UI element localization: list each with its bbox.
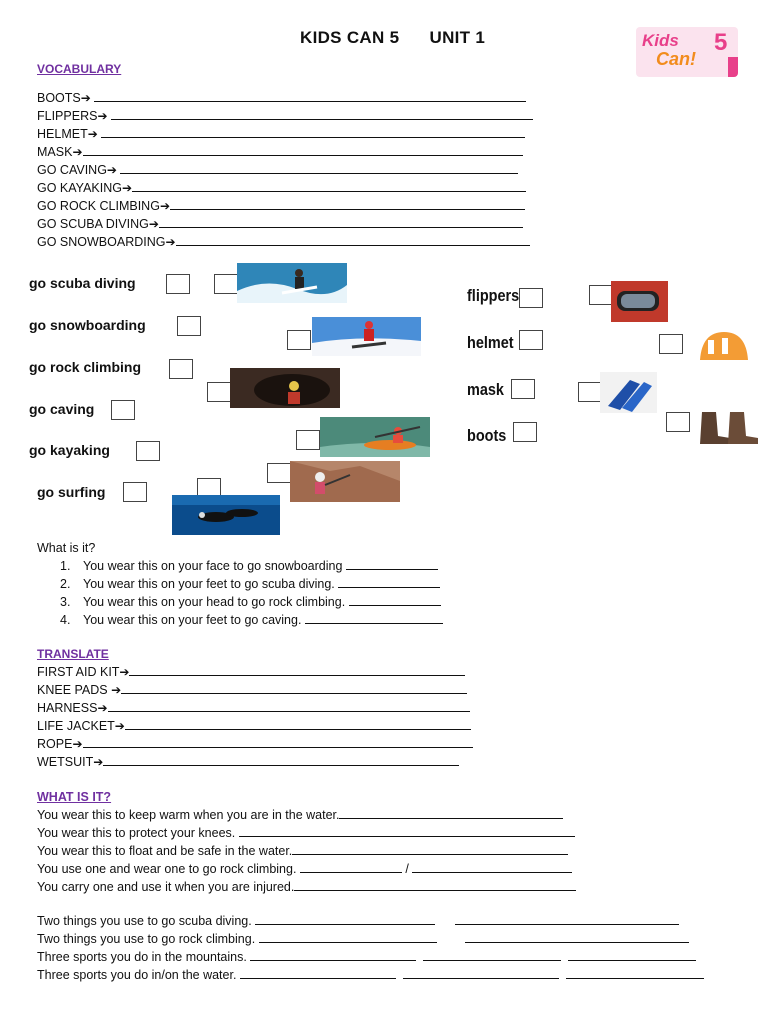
question-text: You wear this to keep warm when you are in the water. (37, 808, 340, 822)
translate-word: HARNESS (37, 701, 98, 715)
question-number: 4. (60, 613, 71, 627)
question-line (37, 948, 704, 966)
vocab-word: FLIPPERS (37, 109, 98, 123)
answer-blank[interactable] (403, 966, 559, 979)
translate-heading: TRANSLATE (37, 647, 109, 661)
question-number: 1. (60, 559, 71, 573)
surfing-picture (237, 263, 347, 303)
equipment-label: mask (467, 380, 504, 399)
logo-number: 5 (714, 29, 728, 56)
arrow-icon: ➔ (119, 665, 130, 679)
rock-climbing-picture (290, 461, 400, 502)
answer-blank[interactable] (176, 233, 530, 246)
match-checkbox[interactable] (166, 274, 190, 294)
answer-blank[interactable] (111, 107, 533, 120)
translate-word: WETSUIT (37, 755, 94, 769)
translate-line (37, 681, 473, 699)
match-checkbox[interactable] (267, 463, 291, 483)
arrow-icon: ➔ (72, 737, 83, 751)
question-line (37, 860, 576, 878)
translate-list (37, 663, 473, 771)
answer-blank[interactable] (121, 681, 467, 694)
answer-blank[interactable] (346, 557, 438, 570)
two-things-list (37, 912, 704, 984)
answer-blank[interactable] (108, 699, 470, 712)
vocabulary-heading: VOCABULARY (37, 62, 122, 76)
match-checkbox[interactable] (659, 334, 683, 354)
arrow-icon: ➔ (97, 109, 108, 123)
activity-label: go scuba diving (29, 275, 136, 291)
answer-blank[interactable] (339, 806, 563, 819)
answer-blank[interactable] (566, 966, 704, 979)
question-number: 2. (60, 577, 71, 591)
question-line (60, 575, 443, 593)
answer-blank[interactable] (239, 824, 575, 837)
question-line (37, 930, 704, 948)
answer-blank[interactable] (255, 912, 435, 925)
question-text: You carry one and use it when you are injured. (37, 880, 295, 894)
question-line (37, 824, 576, 842)
question-line (37, 806, 576, 824)
match-checkbox[interactable] (519, 330, 543, 350)
question-line (60, 593, 443, 611)
boots-picture (690, 406, 766, 448)
kids-can-logo (636, 27, 738, 77)
vocab-word: HELMET (37, 127, 88, 141)
answer-blank[interactable] (83, 143, 523, 156)
match-checkbox[interactable] (589, 285, 613, 305)
arrow-icon: ➔ (121, 181, 133, 195)
question-text: You use one and wear one to go rock climbing. (37, 862, 300, 876)
scuba-diving-picture (172, 495, 280, 535)
question-text: You wear this on your head to go rock climbing. (83, 595, 346, 609)
activity-label: go rock climbing (29, 359, 142, 375)
question-text: Two things you use to go rock climbing. (37, 932, 259, 946)
arrow-icon: ➔ (80, 91, 91, 105)
match-checkbox[interactable] (169, 359, 193, 379)
vocab-line (37, 107, 533, 125)
equipment-label: flippers (467, 286, 520, 305)
vocab-line (37, 197, 533, 215)
kayaking-picture (320, 417, 430, 457)
question-text: You wear this to protect your knees. (37, 826, 239, 840)
match-checkbox[interactable] (111, 400, 135, 420)
logo-kids-text: Kids (642, 31, 679, 50)
match-checkbox[interactable] (177, 316, 201, 336)
translate-word: KNEE PADS (37, 683, 112, 697)
caving-picture (230, 368, 340, 408)
answer-blank[interactable] (305, 611, 443, 624)
arrow-icon: ➔ (114, 719, 125, 733)
translate-line (37, 735, 473, 753)
vocab-line (37, 179, 533, 197)
question-line (37, 912, 704, 930)
match-checkbox[interactable] (207, 382, 231, 402)
logo-can-text: Can! (656, 49, 696, 69)
arrow-icon: ➔ (87, 127, 98, 141)
question-line (37, 966, 704, 984)
question-text: You wear this on your feet to go caving. (83, 613, 302, 627)
vocab-word: GO SCUBA DIVING (37, 217, 149, 231)
slash-separator: / (405, 862, 409, 876)
arrow-icon: ➔ (93, 755, 104, 769)
answer-blank[interactable] (250, 948, 416, 961)
answer-blank[interactable] (465, 930, 689, 943)
arrow-icon: ➔ (97, 701, 108, 715)
vocab-line (37, 143, 533, 161)
answer-blank[interactable] (240, 966, 396, 979)
match-checkbox[interactable] (519, 288, 543, 308)
answer-blank[interactable] (125, 717, 471, 730)
vocab-line (37, 125, 533, 143)
translate-line (37, 717, 473, 735)
vocabulary-list (37, 89, 533, 251)
what-is-it-2-list (37, 806, 576, 896)
answer-blank[interactable] (120, 161, 518, 174)
vocab-word: GO CAVING (37, 163, 107, 177)
vocab-word: MASK (37, 145, 73, 159)
question-line (60, 611, 443, 629)
arrow-icon: ➔ (148, 217, 159, 231)
arrow-icon: ➔ (111, 683, 122, 697)
match-checkbox[interactable] (578, 382, 602, 402)
question-text: You wear this to float and be safe in the water. (37, 844, 293, 858)
activity-label: go kayaking (29, 442, 110, 458)
what-is-it-heading: What is it? (37, 541, 96, 555)
answer-blank[interactable] (568, 948, 696, 961)
question-line (37, 878, 576, 896)
match-checkbox[interactable] (287, 330, 311, 350)
answer-blank[interactable] (259, 930, 437, 943)
question-text: You wear this on your face to go snowboarding (83, 559, 343, 573)
answer-blank[interactable] (103, 753, 459, 766)
match-checkbox[interactable] (136, 441, 160, 461)
question-text: You wear this on your feet to go scuba diving. (83, 577, 335, 591)
translate-line (37, 699, 473, 717)
match-checkbox[interactable] (123, 482, 147, 502)
answer-blank[interactable] (170, 197, 525, 210)
arrow-icon: ➔ (159, 199, 170, 213)
match-checkbox[interactable] (214, 274, 238, 294)
helmet-picture (688, 326, 758, 370)
vocab-word: GO SNOWBOARDING (37, 235, 166, 249)
answer-blank[interactable] (423, 948, 561, 961)
answer-blank[interactable] (83, 735, 473, 748)
activity-label: go snowboarding (29, 317, 146, 333)
match-checkbox[interactable] (666, 412, 690, 432)
flippers-picture (600, 372, 657, 413)
answer-blank[interactable] (294, 878, 576, 891)
vocab-word: BOOTS (37, 91, 81, 105)
translate-word: FIRST AID KIT (37, 665, 120, 679)
logo-bar (728, 57, 738, 77)
vocab-line (37, 89, 533, 107)
question-line (60, 557, 443, 575)
translate-word: ROPE (37, 737, 73, 751)
question-text: Three sports you do in/on the water. (37, 968, 240, 982)
activity-label: go caving (29, 401, 95, 417)
answer-blank[interactable] (412, 860, 572, 873)
match-checkbox[interactable] (511, 379, 535, 399)
translate-line (37, 663, 473, 681)
what-is-it-list (60, 557, 443, 629)
answer-blank[interactable] (132, 179, 526, 192)
answer-blank[interactable] (300, 860, 402, 873)
arrow-icon: ➔ (165, 235, 176, 249)
answer-blank[interactable] (94, 89, 526, 102)
equipment-label: helmet (467, 333, 514, 352)
question-line (37, 842, 576, 860)
answer-blank[interactable] (101, 125, 525, 138)
picture-match-panel (22, 260, 760, 536)
answer-blank[interactable] (455, 912, 679, 925)
match-checkbox[interactable] (513, 422, 537, 442)
translate-line (37, 753, 473, 771)
vocab-word: GO ROCK CLIMBING (37, 199, 160, 213)
equipment-label: boots (467, 426, 507, 445)
match-checkbox[interactable] (296, 430, 320, 450)
arrow-icon: ➔ (106, 163, 117, 177)
answer-blank[interactable] (292, 842, 568, 855)
answer-blank[interactable] (349, 593, 441, 606)
vocab-line (37, 161, 533, 179)
answer-blank[interactable] (338, 575, 440, 588)
answer-blank[interactable] (129, 663, 465, 676)
vocab-line (37, 233, 533, 251)
vocab-word: GO KAYAKING (37, 181, 122, 195)
translate-word: LIFE JACKET (37, 719, 115, 733)
snowboarding-picture (312, 317, 421, 356)
page-title: KIDS CAN 5 UNIT 1 (300, 28, 486, 47)
answer-blank[interactable] (159, 215, 523, 228)
arrow-icon: ➔ (72, 145, 83, 159)
what-is-it-2-heading: WHAT IS IT? (37, 790, 112, 804)
vocab-line (37, 215, 533, 233)
goggles-mask-picture (611, 281, 668, 322)
activity-label: go surfing (37, 484, 106, 500)
question-number: 3. (60, 595, 71, 609)
question-text: Three sports you do in the mountains. (37, 950, 251, 964)
question-text: Two things you use to go scuba diving. (37, 914, 256, 928)
